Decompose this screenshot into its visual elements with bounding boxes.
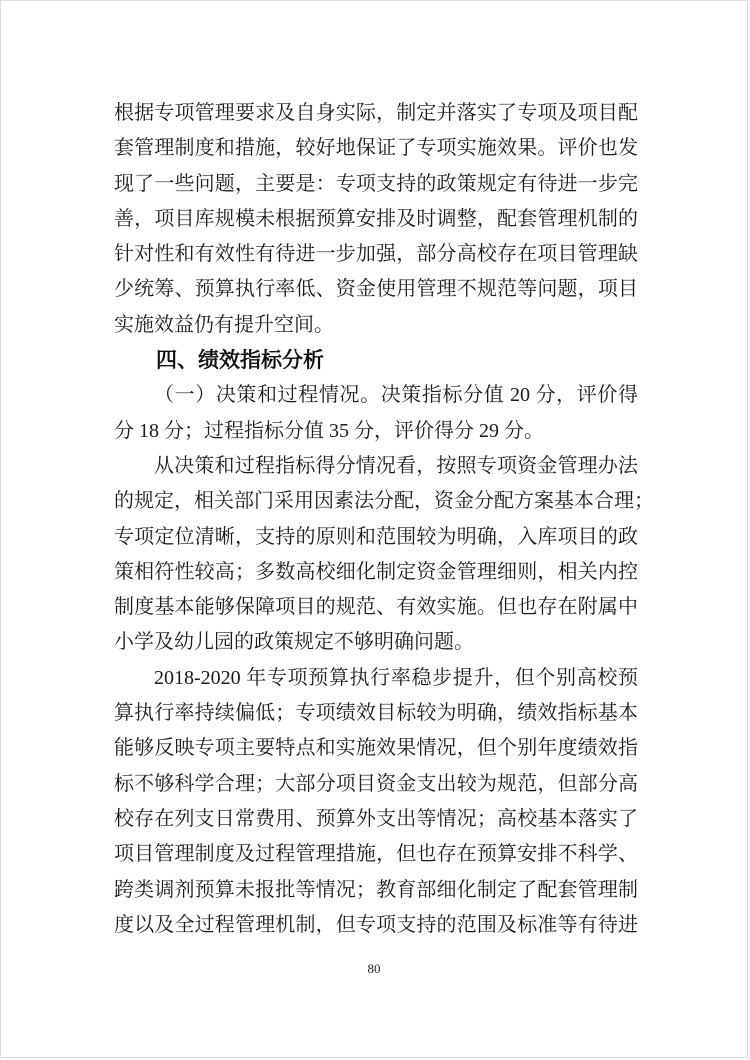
body-line: 项目管理制度及过程管理措施，但也存在预算安排不科学、	[114, 843, 638, 866]
body-line: 校存在列支日常费用、预算外支出等情况；高校基本落实了	[114, 807, 638, 830]
body-line: 根据专项管理要求及自身实际，制定并落实了专项及项目配	[114, 102, 638, 124]
body-line: 专项定位清晰，支持的原则和范围较为明确，入库项目的政	[114, 525, 638, 548]
section-heading: 四、绩效指标分析	[156, 349, 324, 373]
body-line: 制度基本能够保障项目的规范、有效实施。但也存在附属中	[114, 596, 638, 619]
body-line: 标不够科学合理；大部分项目资金支出较为规范，但部分高	[114, 772, 638, 795]
body-line: 针对性和有效性有待进一步加强，部分高校存在项目管理缺	[114, 243, 638, 266]
page-number: 80	[367, 961, 381, 976]
body-line: 度以及全过程管理机制，但专项支持的范围及标准等有待进	[114, 913, 638, 936]
body-line: 策相符性较高；多数高校细化制定资金管理细则，相关内控	[114, 560, 638, 583]
body-line: 2018-2020 年专项预算执行率稳步提升，但个别高校预	[154, 666, 638, 689]
body-line: 能够反映专项主要特点和实施效果情况，但个别年度绩效指	[114, 737, 638, 760]
body-line: 套管理制度和措施，较好地保证了专项实施效果。评价也发	[114, 137, 638, 160]
body-line: 实施效益仍有提升空间。	[114, 313, 334, 336]
body-line: 算执行率持续偏低；专项绩效目标较为明确，绩效指标基本	[114, 702, 638, 725]
document-body	[114, 96, 654, 943]
body-line: 分 18 分；过程指标分值 35 分，评价得分 29 分。	[114, 419, 544, 442]
body-line: 善，项目库规模未根据预算安排及时调整，配套管理机制的	[114, 207, 638, 230]
body-line: 少统筹、预算执行率低、资金使用管理不规范等问题，项目	[114, 278, 638, 301]
body-line: 从决策和过程指标得分情况看，按照专项资金管理办法	[154, 454, 638, 477]
body-line: （一）决策和过程情况。决策指标分值 20 分，评价得	[154, 384, 638, 407]
body-line: 小学及幼儿园的政策规定不够明确问题。	[114, 631, 474, 654]
body-line: 跨类调剂预算未报批等情况；教育部细化制定了配套管理制	[114, 878, 638, 901]
body-line: 现了一些问题，主要是：专项支持的政策规定有待进一步完	[114, 172, 638, 195]
body-line: 的规定，相关部门采用因素法分配，资金分配方案基本合理；	[114, 490, 654, 513]
